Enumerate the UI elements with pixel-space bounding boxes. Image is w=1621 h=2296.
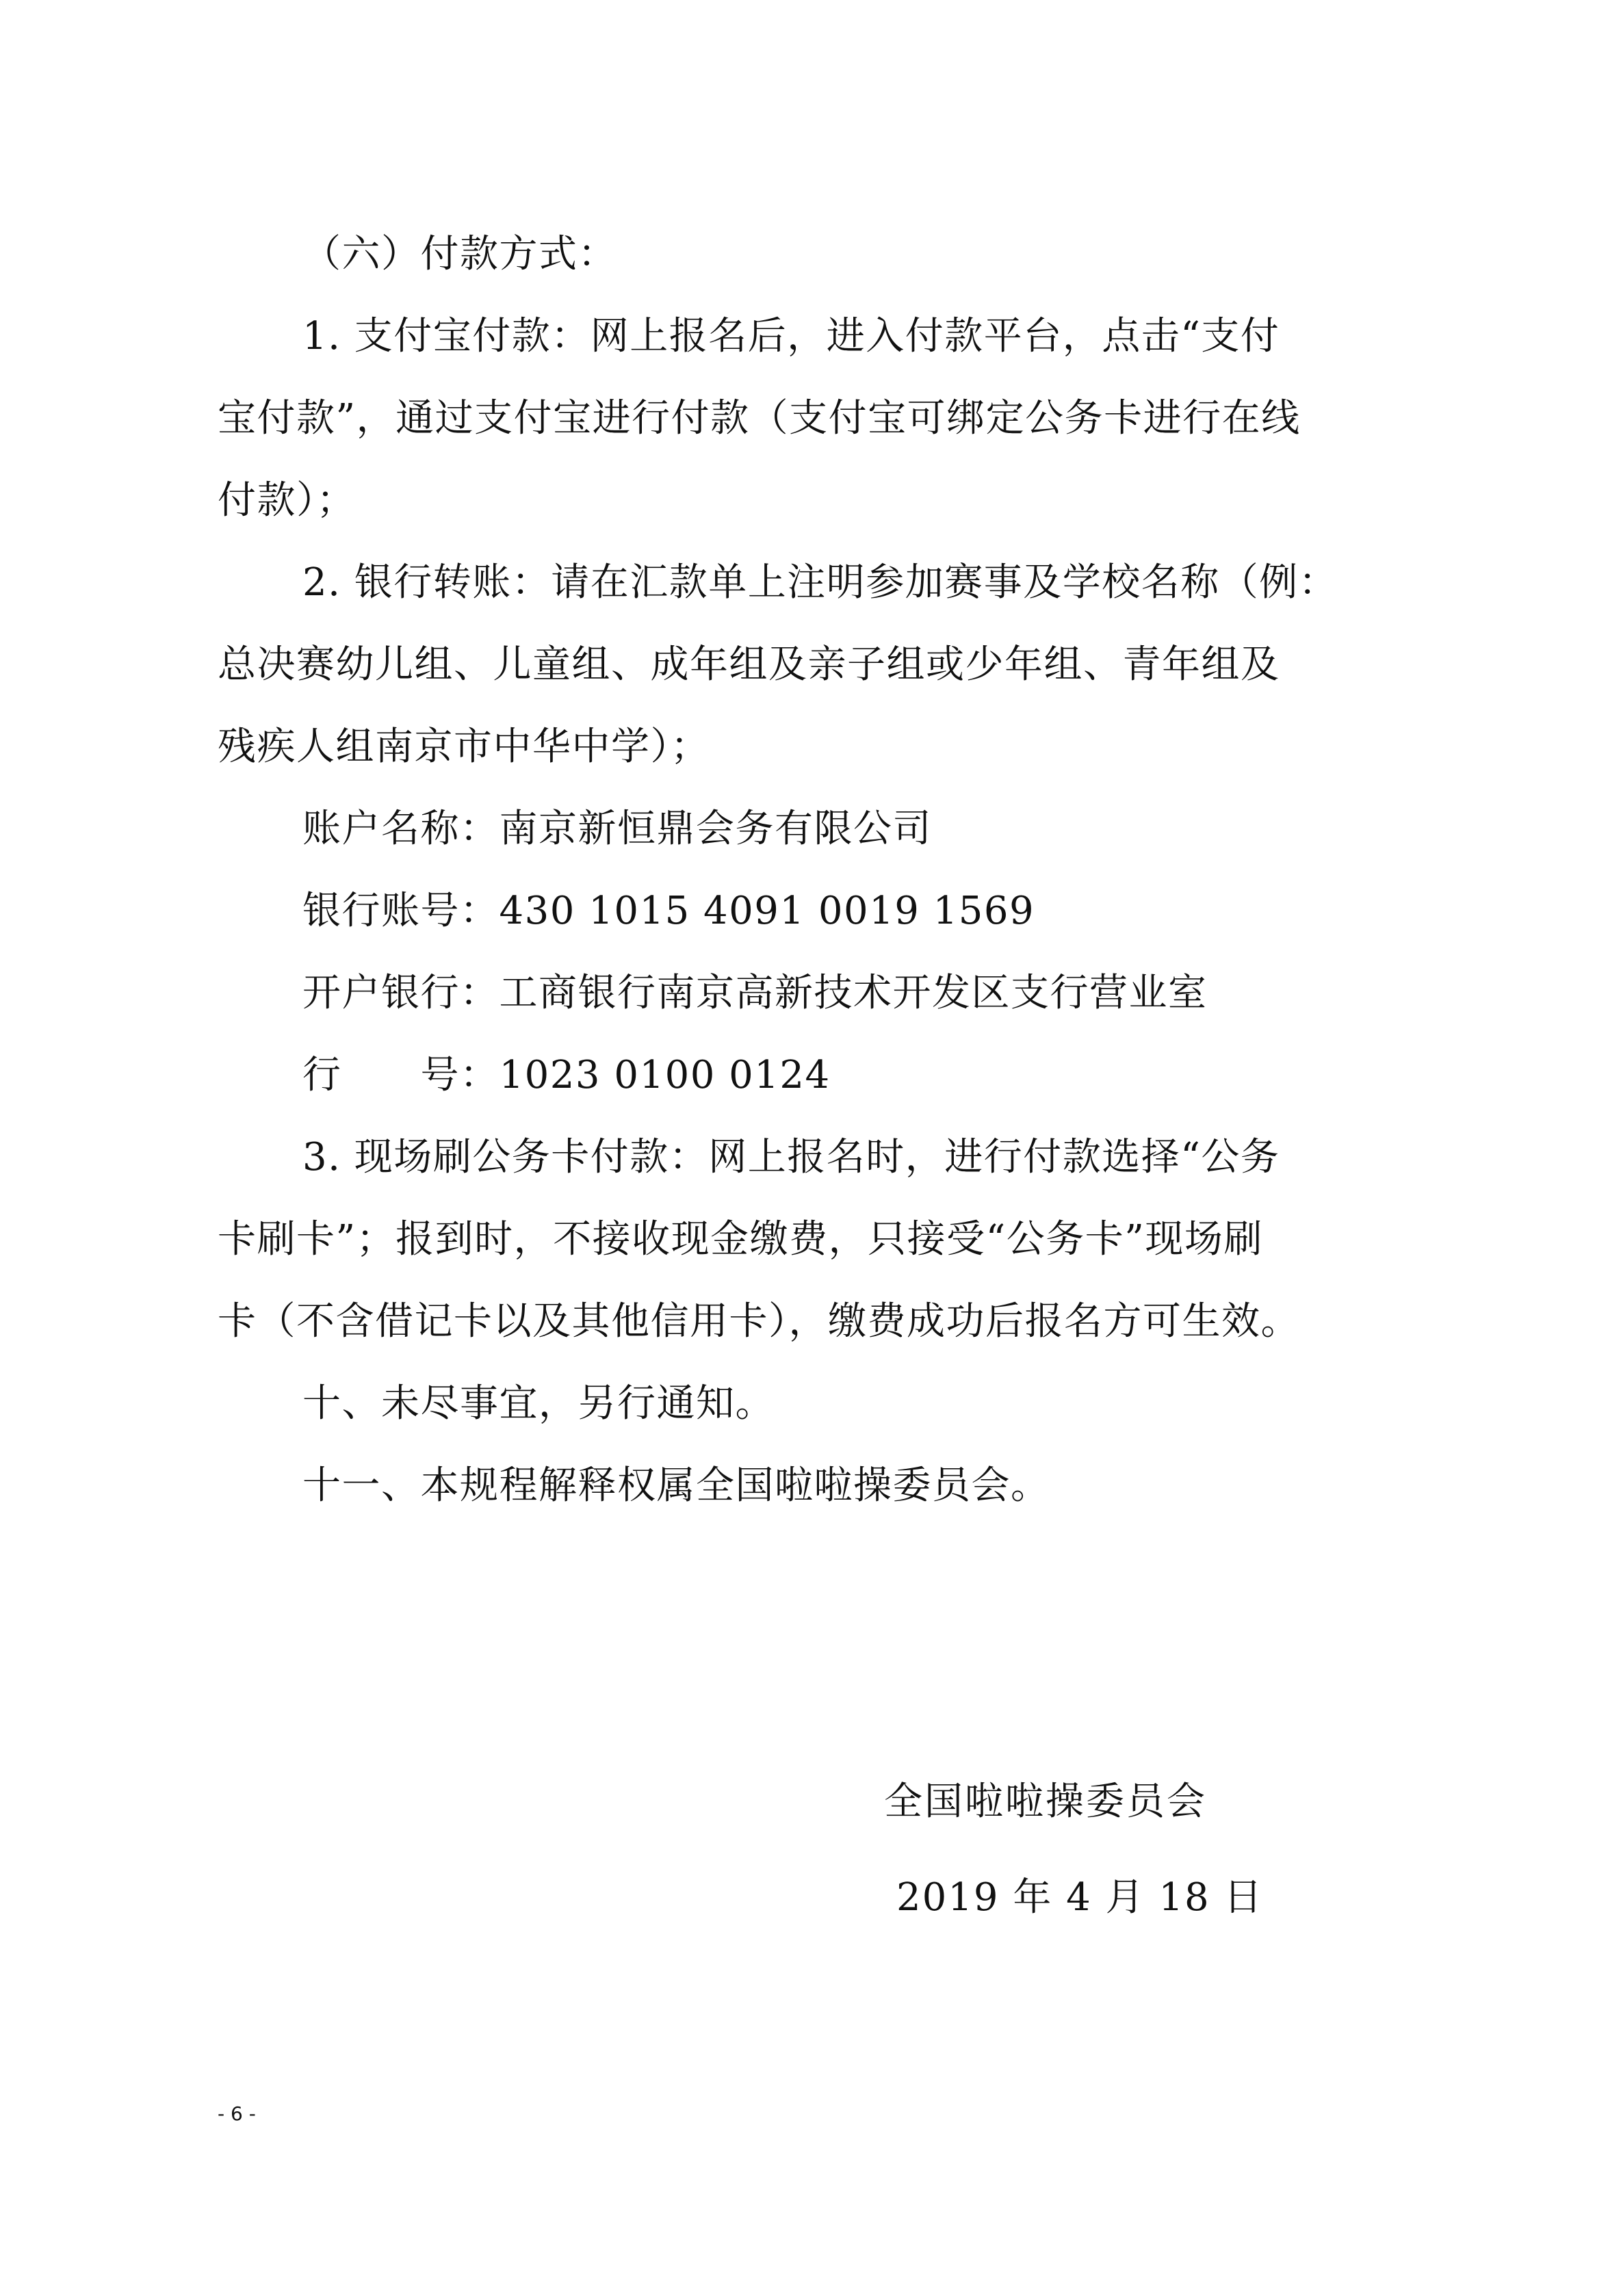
alipay-paragraph xyxy=(218,296,1408,542)
account-bank-line: 开户银行：工商银行南京高新技术开发区支行营业室 xyxy=(302,971,1208,1015)
bank-transfer-paragraph xyxy=(218,542,1408,788)
card-payment-paragraph xyxy=(218,1117,1408,1363)
bank-transfer-line-2: 总决赛幼儿组、儿童组、成年组及亲子组或少年组、青年组及 xyxy=(218,642,1280,687)
card-payment-line-2: 卡刷卡”；报到时，不接收现金缴费，只接受“公务卡”现场刷 xyxy=(218,1217,1263,1262)
card-payment-line-3: 卡（不含借记卡以及其他信用卡），缴费成功后报名方可生效。 xyxy=(218,1299,1300,1344)
alipay-line-1: 1. 支付宝付款：网上报名后，进入付款平台，点击“支付 xyxy=(302,314,1280,358)
alipay-line-3: 付款）； xyxy=(218,478,356,523)
signature-organization: 全国啦啦操委员会 xyxy=(884,1779,1207,1824)
page-number: - 6 - xyxy=(218,2102,256,2125)
section-heading: （六）付款方式： xyxy=(302,232,617,276)
alipay-line-2: 宝付款”，通过支付宝进行付款（支付宝可绑定公务卡进行在线 xyxy=(218,396,1301,441)
account-number-line: 银行账号：430 1015 4091 0019 1569 xyxy=(302,889,1035,933)
bank-transfer-line-3: 残疾人组南京市中华中学）； xyxy=(218,725,710,769)
document-body xyxy=(218,213,1408,1527)
account-branch-line: 行 号：1023 0100 0124 xyxy=(302,1053,831,1097)
account-name-line: 账户名称：南京新恒鼎会务有限公司 xyxy=(302,807,932,851)
item-eleven: 十一、本规程解释权属全国啦啦操委员会。 xyxy=(302,1463,1050,1508)
item-ten: 十、未尽事宜，另行通知。 xyxy=(302,1381,775,1426)
bank-transfer-line-1: 2. 银行转账：请在汇款单上注明参加赛事及学校名称（例： xyxy=(302,560,1338,605)
card-payment-line-1: 3. 现场刷公务卡付款：网上报名时，进行付款选择“公务 xyxy=(302,1135,1280,1179)
signature-date: 2019 年 4 月 18 日 xyxy=(896,1875,1264,1920)
